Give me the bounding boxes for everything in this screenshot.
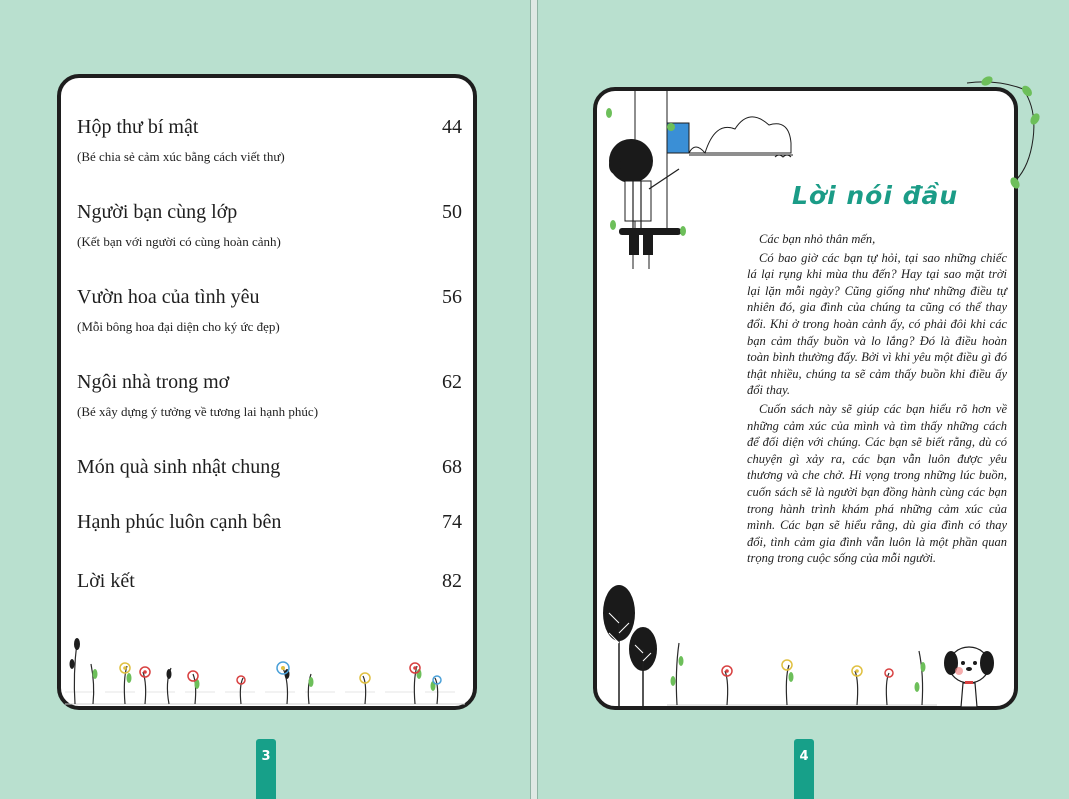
toc-entry[interactable] — [77, 284, 462, 369]
toc-entry[interactable] — [77, 509, 462, 568]
toc-entry-subtitle: (Bé chia sẻ cảm xúc bằng cách viết thư) — [77, 149, 285, 164]
toc-entry[interactable] — [77, 454, 462, 509]
toc-entry[interactable] — [77, 369, 462, 454]
puppy-illustration — [937, 643, 1007, 709]
preface-paragraph: Cuốn sách này sẽ giúp các bạn hiểu rõ hơn về những cảm xúc của mình và tìm thấy những cách để đối diện với chúng. Các bạn sẽ biết rằng, dù có chuyện gì xảy ra, các bạn vẫn luôn được yêu thương và che chở. Hi vọng trong những lúc buồn, cuốn sách sẽ là người bạn đồng hành cùng các bạn trong hành trình khám phá những cảm xúc của mình. Các bạn sẽ hiểu rằng, dù gia đình có thay đổi, tình cảm gia đình vẫn luôn là một phần quan trọng trong cuộc sống của mỗi người. — [747, 401, 1007, 566]
toc-entry-title: Người bạn cùng lớp — [77, 201, 238, 223]
toc-entry-subtitle: (Mỗi bông hoa đại diện cho ký ức đẹp) — [77, 319, 280, 334]
preface-frame — [593, 87, 1018, 710]
page-number-tab — [794, 739, 814, 799]
toc-entry-subtitle: (Bé xây dựng ý tưởng về tương lai hạnh phúc) — [77, 404, 319, 419]
left-page — [0, 0, 530, 799]
toc-entry[interactable] — [77, 114, 462, 199]
toc-entry-page: 50 — [442, 201, 462, 223]
toc-entry-page: 62 — [442, 371, 462, 393]
toc-entry[interactable] — [77, 199, 462, 284]
table-of-contents-frame — [57, 74, 477, 710]
page-number: 3 — [261, 749, 271, 764]
toc-entry-title: Ngôi nhà trong mơ — [77, 371, 230, 393]
flower-border-illustration — [65, 634, 465, 706]
page-number: 4 — [799, 749, 809, 764]
page-number-tab — [256, 739, 276, 799]
kite-and-cloud-illustration — [665, 91, 795, 171]
toc-entry-subtitle: (Kết bạn với người có cùng hoàn cảnh) — [77, 234, 281, 249]
toc-entry-title: Món quà sinh nhật chung — [77, 456, 281, 478]
toc-entry-title: Vườn hoa của tình yêu — [77, 286, 260, 308]
preface-greeting: Các bạn nhỏ thân mến, — [759, 232, 876, 246]
toc-entry-page: 56 — [442, 286, 462, 308]
toc-entry-page: 68 — [442, 456, 462, 478]
toc-entry-page: 82 — [442, 570, 462, 592]
toc-entry-title: Hạnh phúc luôn cạnh bên — [77, 511, 282, 533]
preface-heading: Lời nói đầu — [792, 181, 959, 210]
book-gutter — [530, 0, 538, 799]
flower-border-illustration — [667, 631, 937, 707]
toc-entry-page: 44 — [442, 116, 462, 138]
preface-paragraph: Có bao giờ các bạn tự hỏi, tại sao những chiếc lá lại rụng khi mùa thu đến? Hay tại sao mặt trời lại lặn mỗi ngày? Cũng giống như những điều tự nhiên đó, gia đình của chúng ta cũng có thể thay đổi. Khi ở trong hoàn cảnh ấy, có phải đôi khi các bạn cảm thấy buồn và lo lắng? Đó là điều hoàn toàn bình thường đấy. Bởi vì khi yêu một điều gì đó thật nhiều, chúng ta sẽ cảm thấy buồn khi điều ấy đổi thay. — [747, 250, 1007, 398]
toc-entry[interactable] — [77, 568, 462, 598]
vine-illustration — [957, 79, 1047, 199]
toc-entry-page: 74 — [442, 511, 462, 533]
right-page — [538, 0, 1069, 799]
preface-letter — [747, 231, 1007, 567]
toc-entry-title: Lời kết — [77, 570, 135, 592]
table-of-contents — [77, 114, 462, 598]
toc-entry-title: Hộp thư bí mật — [77, 116, 199, 138]
trees-illustration — [599, 583, 669, 709]
